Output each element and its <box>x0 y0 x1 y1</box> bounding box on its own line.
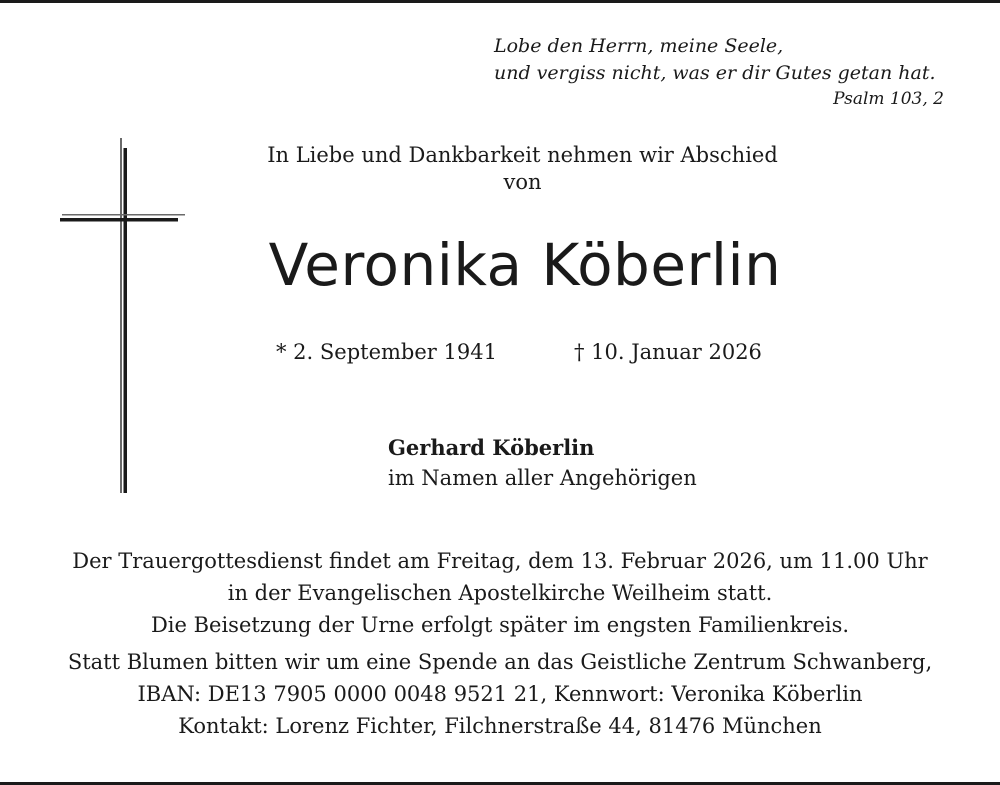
donation-line-3: Kontakt: Lorenz Fichter, Filchnerstraße 44, 81476 München <box>178 714 822 738</box>
donation-info <box>0 646 1000 742</box>
intro-von: von <box>503 170 542 194</box>
donation-line-2: IBAN: DE13 7905 0000 0048 9521 21, Kennwort: Veronika Köberlin <box>137 682 863 706</box>
service-line-3: Die Beisetzung der Urne erfolgt später im engsten Familienkreis. <box>150 613 850 637</box>
bible-verse <box>494 33 936 87</box>
birth-date: * 2. September 1941 <box>276 340 497 364</box>
intro-text: In Liebe und Dankbarkeit nehmen wir Abschied <box>267 143 778 167</box>
signer-block <box>388 432 697 494</box>
service-line-1: Der Trauergottesdienst findet am Freitag, dem 13. Februar 2026, um 11.00 Uhr <box>72 549 928 573</box>
verse-line-2: und vergiss nicht, was er dir Gutes getan hat. <box>494 62 936 84</box>
service-line-2: in der Evangelischen Apostelkirche Weilheim statt. <box>227 581 773 605</box>
verse-reference: Psalm 103, 2 <box>833 89 944 109</box>
signer-note: im Namen aller Angehörigen <box>388 466 697 490</box>
deceased-name: Veronika Köberlin <box>268 231 782 299</box>
signer-name: Gerhard Köberlin <box>388 435 595 460</box>
verse-line-1: Lobe den Herrn, meine Seele, <box>494 35 784 57</box>
donation-line-1: Statt Blumen bitten wir um eine Spende an das Geistliche Zentrum Schwanberg, <box>67 650 933 674</box>
service-info <box>0 545 1000 641</box>
death-date: † 10. Januar 2026 <box>574 340 762 364</box>
